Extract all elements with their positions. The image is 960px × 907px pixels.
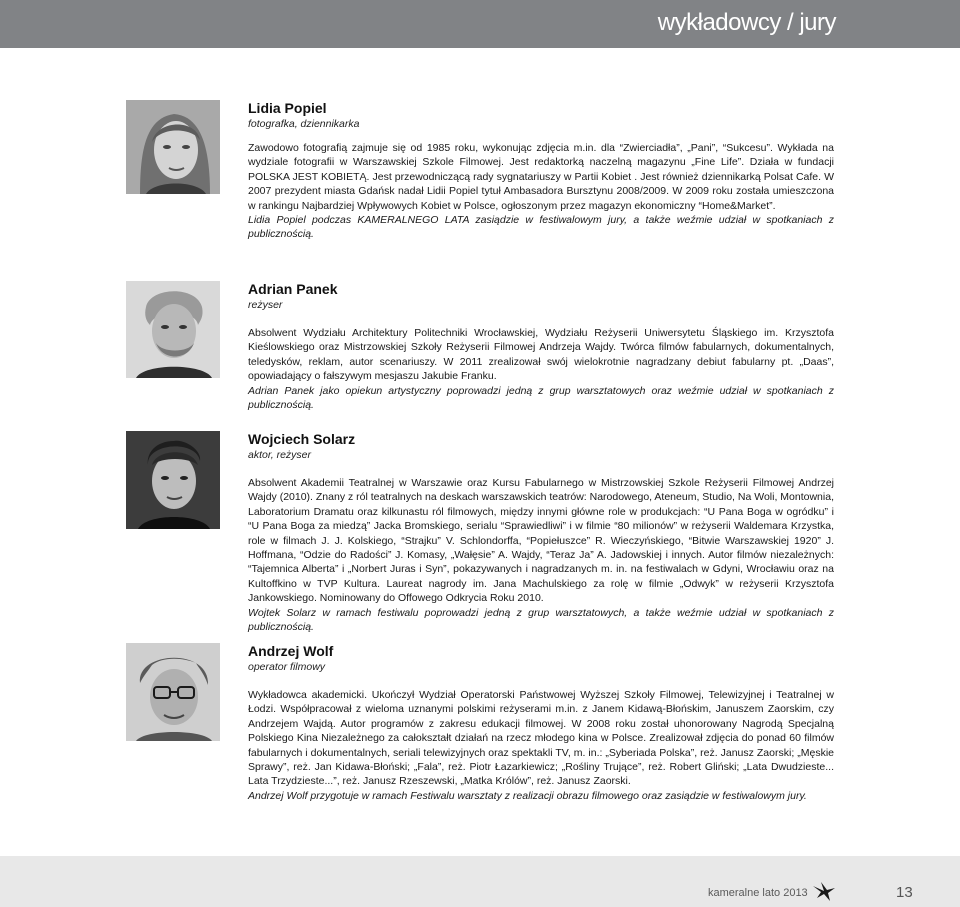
person-info [248,281,834,412]
bio-text: Zawodowo fotografią zajmuje się od 1985 roku, wykonując zdjęcia m.in. dla “Zwierciadła”, „Pani”, “Sukcesu”. Wykłada na wydziale fotografii w Warszawskiej Szkole Filmowej. Jest redaktorką naczelną magazynu „Fine Life”. Działa w fundacji POLSKA JEST KOBIETĄ. Jest przewodniczącą rady sygnatariuszy w Partii Kobiet . Jest również dziennikarką Polsat Cafe. W 2007 prezydent miasta Gdańsk nadał Lidii Popiel tytuł Ambasadora Bursztynu 2008/2009. W 2009 roku została umieszczona w rankingu Najbardziej Wpływowych Kobiet w Polsce, ogłoszonym przez magazyn ekonomiczny “Home&Market”. [248,142,834,212]
person-name: Andrzej Wolf [248,643,334,659]
person-name: Wojciech Solarz [248,431,356,447]
person-bio [248,141,834,242]
bio-text: Absolwent Wydziału Architektury Politechniki Wrocławskiej, Wydziału Reżyserii Uniwersytetu Śląskiego im. Krzysztofa Kieślowskiego oraz Mistrzowskiej Szkoły Reżyserii Filmowej Andrzeja Wajdy. Twórca filmów fabularnych, dokumentalnych, teledysków, reklam, autor scenariuszy. W 2011 zrealizował swój wielokrotnie nagradzany debiut fabularny pt. „Daas”, opowiadający o fałszywym mesjaszu Jakubie Franku. [248,327,834,383]
person-role: aktor, reżyser [248,449,312,461]
portrait-photo [126,643,220,741]
bio-note: Andrzej Wolf przygotuje w ramach Festiwalu warsztaty z realizacji obrazu filmowego oraz zasiądzie w festiwalowym jury. [248,789,807,802]
person-info [248,431,834,634]
person-info [248,643,834,803]
person-bio [248,476,834,634]
person-name: Lidia Popiel [248,100,327,116]
person-bio [248,326,834,412]
bio-text: Wykładowca akademicki. Ukończył Wydział Operatorski Państwowej Wyższej Szkoły Filmowej, Telewizyjnej i Teatralnej w Łodzi. Współpracował z wieloma uznanymi polskimi reżyserami m.in. z Janem Kidawą-Błońskim, Januszem Zaorskim, czy Andrzejem Wajdą. Autor programów z zakresu edukacji filmowej. W 2008 roku został uhonorowany Nagrodą Specjalną Polskiego Kina Niezależnego za całokształt działań na rzecz młodego kina w Polsce. Zrealizował zdjęcia do ponad 60 filmów fabularnych i dokumentalnych, seriali telewizyjnych oraz spektakli TV, m. in.: „Syberiada Polska”, reż. Janusz Zaorski; „Męskie Sprawy”, reż. Jan Kidawa-Błoński; „Fala”, reż. Piotr Łazarkiewicz; „Rośliny Trujące”, reż. Robert Gliński; „Lata Dwudzieste... Lata Trzydzieste...”, reż. Janusz Rzeszewski, „Matka Królów”, reż. Janusz Zaorski. [248,689,834,788]
bio-note: Lidia Popiel podczas KAMERALNEGO LATA zasiądzie w festiwalowym jury, a także weźmie udział w spotkaniach z publicznością. [248,214,834,241]
person-info [248,100,834,242]
page-number: 13 [896,884,913,901]
person-bio [248,688,834,803]
person-role: operator filmowy [248,661,326,673]
bio-text: Absolwent Akademii Teatralnej w Warszawie oraz Kursu Fabularnego w Mistrzowskiej Szkole Reżyserii Filmowej Andrzej Wajdy (2010). Znany z ról teatralnych na deskach warszawskich teatrów: Narodowego, Ateneum, Studio, Na Woli, Montownia, Laboratorium Dramatu oraz kilkunastu ról filmowych, między innymi główne role w produkcjach: “U Pana Boga w ogródku” i “U Pana Boga za miedzą” Jacka Bromskiego, serialu “Sprawiedliwi” i w filmie “80 milionów” w reżyserii Waldemara Krzystka, role w filmach J. J. Kolskiego, “Strajku” V. Schlondorffa, “Popiełuszce” R. Wieczyńskiego, “Bitwie Warszawskiej 1920” J. Hoffmana, “Odzie do Radości” J. Komasy, „Wałęsie” A. Wajdy, “Teraz Ja” A. Jadowskiej i innych. Autor filmów niezależnych: “Tajemnica Alberta” i „Norbert Juras i Syn”, pokazywanych i nagradzanych m. in. na festiwalach w Gdyni, Wrocławiu oraz na Kultoffkino w TVP Kultura. Laureat nagrody im. Jana Machulskiego za rolę w filmie „Odwyk” w reżyserii Krzysztofa Jankowskiego. Nominowany do Offowego Odkrycia Roku 2010. [248,477,834,605]
bio-note: Adrian Panek jako opiekun artystyczny poprowadzi jedną z grup warsztatowych oraz weźmie udział w spotkaniach z publicznością. [248,384,834,412]
bio-note: Wojtek Solarz w ramach festiwalu poprowadzi jedną z grup warsztatowych, a także weźmie udział w spotkaniach z publicznością. [248,606,834,634]
person-name: Adrian Panek [248,281,338,297]
person-role: fotografka, dziennikarka [248,118,360,130]
footer-label: kameralne lato 2013 [708,887,808,899]
bird-logo-icon [812,880,836,902]
portrait-photo [126,431,220,529]
portrait-photo [126,100,220,194]
person-role: reżyser [248,299,283,311]
portrait-photo [126,281,220,378]
page-title: wykładowcy / jury [657,9,836,36]
